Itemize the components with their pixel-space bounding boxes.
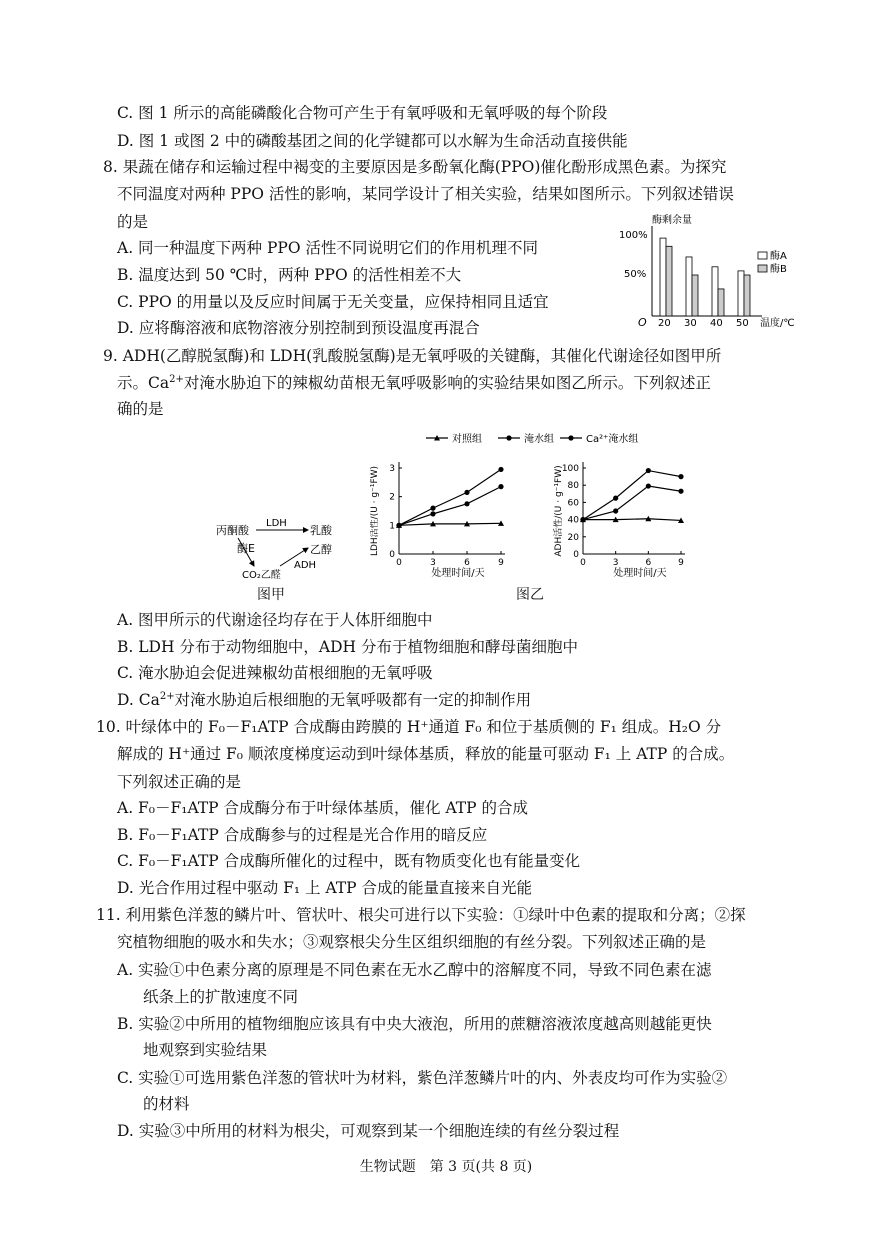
adh-chart-xtick-label: 9 [678,558,684,568]
ldh-chart-series-line-0 [399,523,501,525]
q8-option-b: B. 温度达到 50 ℃时，两种 PPO 的活性相差不大 [117,266,462,284]
adh-chart-xlabel: 处理时间/天 [613,568,667,579]
legend-label-1: 淹水组 [524,434,554,445]
adh-chart-ytick-label: 40 [567,515,579,526]
ethanol-label: 乙醇 [310,543,332,556]
ldh-chart-ytick-label: 2 [389,492,395,503]
adh-chart-ytick-label: 0 [573,550,579,560]
q10-stem-line3: 下列叙述正确的是 [117,773,242,791]
bar-酶B-30 [692,275,698,316]
bar-chart-origin: O [638,316,647,329]
q11-stem-line1: 11. 利用紫色洋葱的鳞片叶、管状叶、根尖可进行以下实验：①绿叶中色素的提取和分离；②探 [96,906,746,924]
q11-option-a-line2: 纸条上的扩散速度不同 [143,988,299,1006]
legend-swatch-enzyme-b [758,265,767,272]
q9-option-d-charge: 2+ [159,691,175,702]
q9-option-a: A. 图甲所示的代谢途径均存在于人体肝细胞中 [117,611,433,629]
ldh-chart-point-circle [498,467,503,472]
ldh-chart-ylabel: LDH活性/(U · g⁻¹FW) [370,465,380,557]
bar-chart-bars [660,238,750,316]
ldh-chart-ytick-label: 1 [389,521,395,532]
ldh-chart-xlabel: 处理时间/天 [431,568,485,579]
ldh-chart-xtick-label: 3 [430,558,436,568]
pyruvate-label: 丙酮酸 [216,524,249,537]
legend-marker-circle [506,435,511,440]
q11-option-c-line2: 的材料 [143,1095,190,1113]
bar-酶B-50 [744,275,750,316]
q8-option-d: D. 应将酶溶液和底物溶液分别控制到预设温度再混合 [117,319,480,337]
enzyme-residual-bar-chart [610,203,810,333]
q9-option-d-text-cont: 对淹水胁迫后根细胞的无氧呼吸都有一定的抑制作用 [174,691,532,709]
legend-label-0: 对照组 [452,434,482,445]
adh-chart-ytick-label: 60 [567,498,579,509]
q11-option-a-line1: A. 实验①中色素分离的原理是不同色素在无水乙醇中的溶解度不同，导致不同色素在滤 [117,961,712,979]
adh-label: ADH [294,560,317,571]
bar-xtick-30: 30 [684,318,697,329]
q8-option-a: A. 同一种温度下两种 PPO 活性不同说明它们的作用机理不同 [117,239,538,257]
adh-chart-series-line-2 [583,486,681,520]
q8-stem-line2: 不同温度对两种 PPO 活性的影响，某同学设计了相关实验，结果如图所示。下列叙述错误 [117,185,734,203]
legend-label-enzyme-a: 酶A [770,251,787,262]
enzyme-activity-line-charts [370,428,710,584]
adh-chart-point-circle [646,468,651,473]
q10-option-c: C. F₀－F₁ATP 合成酶所催化的过程中，既有物质变化也有能量变化 [117,852,581,870]
adh-chart-ytick-label: 20 [567,532,579,543]
q11-option-c-line1: C. 实验①可选用紫色洋葱的管状叶为材料，紫色洋葱鳞片叶的内、外表皮均可作为实验② [117,1069,728,1087]
adh-chart-ylabel: ADH活性/(U · g⁻¹FW) [554,465,564,557]
ldh-activity-chart [370,462,505,579]
q10-option-b: B. F₀－F₁ATP 合成酶参与的过程是光合作用的暗反应 [117,826,488,844]
bar-xtick-40: 40 [710,318,723,329]
adh-chart-series-line-0 [583,519,681,521]
bar-酶B-20 [666,246,672,316]
q10-option-a: A. F₀－F₁ATP 合成酶分布于叶绿体基质，催化 ATP 的合成 [117,799,528,817]
ldh-chart-ytick-label: 3 [389,464,395,474]
q9-option-d-text: D. Ca [117,691,160,709]
adh-chart-series-line-1 [583,471,681,520]
adh-chart-point-circle [613,496,618,501]
q9-option-c: C. 淹水胁迫会促进辣椒幼苗根细胞的无氧呼吸 [117,664,433,682]
adh-chart-ytick-label: 80 [567,481,579,492]
ldh-chart-point-circle [396,523,401,528]
bar-chart-xticks [658,318,749,329]
q8-option-c: C. PPO 的用量以及反应时间属于无关变量，应保持相同且适宜 [117,293,549,311]
metabolic-pathway-diagram [212,508,362,582]
bar-chart-ytick-100: 100% [619,230,648,241]
bar-酶A-20 [660,238,666,316]
q9-stem-line1: 9. ADH(乙醇脱氢酶)和 LDH(乳酸脱氢酶)是无氧呼吸的关键酶，其催化代谢途径如图甲所 [103,347,722,365]
legend-label-enzyme-b: 酶B [770,264,787,275]
q11-option-b-line2: 地观察到实验结果 [143,1041,268,1059]
q9-stem-line3: 确的是 [117,400,164,418]
q9-option-b: B. LDH 分布于动物细胞中，ADH 分布于植物细胞和酵母菌细胞中 [117,638,578,656]
page-footer: 生物试题 第 3 页(共 8 页) [359,1159,533,1175]
bar-酶A-40 [712,267,718,316]
adh-chart-point-circle [646,483,651,488]
q8-stem-line1: 8. 果蔬在储存和运输过程中褐变的主要原因是多酚氧化酶(PPO)催化酚形成黑色素。为探究 [103,158,727,176]
adh-chart-point-circle [580,517,585,522]
adh-chart-point-circle [678,489,683,494]
legend-label-2: Ca²⁺淹水组 [586,434,639,445]
ldh-label: LDH [266,518,287,529]
bar-酶A-30 [686,257,692,316]
ldh-chart-point-circle [430,511,435,516]
bar-chart-ytick-50: 50% [624,269,647,280]
adh-chart-ytick-label: 100 [561,464,579,474]
bar-chart-ylabel: 酶剩余量 [652,215,692,226]
adh-chart-xtick-label: 0 [580,558,586,568]
legend-swatch-enzyme-a [758,252,767,259]
ldh-chart-series-line-1 [399,469,501,525]
q10-option-d: D. 光合作用过程中驱动 F₁ 上 ATP 合成的能量直接来自光能 [117,879,533,897]
adh-chart-xtick-label: 3 [612,558,619,568]
bar-chart-xlabel: 温度/℃ [760,318,795,329]
figure-yi-caption: 图乙 [516,587,544,603]
q8-stem-line3: 的是 [117,213,149,231]
bar-酶B-40 [718,289,724,316]
q9-option-d [117,690,531,713]
ldh-chart-xtick-label: 0 [396,558,402,568]
ldh-chart-ytick-label: 0 [389,550,395,560]
bar-酶A-50 [738,271,744,316]
q9-calcium-charge: 2+ [169,374,184,385]
bar-xtick-50: 50 [736,318,749,329]
q9-stem-line2 [117,373,711,396]
adh-chart-xtick-label: 6 [645,558,652,568]
ldh-chart-point-circle [464,490,469,495]
figure-jia-caption: 图甲 [257,587,285,603]
ldh-chart-point-circle [430,506,435,511]
enzyme-e-label: 酶E [237,542,255,555]
bar-xtick-20: 20 [658,318,671,329]
ldh-chart-point-circle [464,501,469,506]
adh-chart-point-circle [613,508,618,513]
legend-marker-circle [568,435,573,440]
lactate-label: 乳酸 [310,524,332,537]
q9-stem-text-cont: 对淹水胁迫下的辣椒幼苗根无氧呼吸影响的实验结果如图乙所示。下列叙述正 [183,374,711,392]
q10-stem-line2: 解成的 H⁺通过 F₀ 顺浓度梯度运动到叶绿体基质，释放的能量可驱动 F₁ 上 ATP 的合成。 [117,745,735,763]
q10-stem-line1: 10. 叶绿体中的 F₀－F₁ATP 合成酶由跨膜的 H⁺通道 F₀ 和位于基质侧的 F₁ 组成。H₂O 分 [96,718,722,736]
ldh-chart-xtick-label: 6 [464,558,470,568]
q11-stem-line2: 究植物细胞的吸水和失水；③观察根尖分生区组织细胞的有丝分裂。下列叙述正确的是 [117,933,707,951]
q7-option-c: C. 图 1 所示的高能磷酸化合物可产生于有氧呼吸和无氧呼吸的每个阶段 [117,104,608,122]
q11-option-d: D. 实验③中所用的材料为根尖，可观察到某一个细胞连续的有丝分裂过程 [117,1122,620,1140]
q9-stem-text: 示。Ca [117,374,170,392]
adh-activity-chart [552,462,685,579]
q11-option-b-line1: B. 实验②中所用的植物细胞应该具有中央大液泡，所用的蔗糖溶液浓度越高则越能更快 [117,1015,712,1033]
adh-chart-point-circle [678,474,683,479]
line-chart-legend [426,432,638,445]
ldh-chart-series-line-2 [399,487,501,526]
q7-option-d: D. 图 1 或图 2 中的磷酸基团之间的化学键都可以水解为生命活动直接供能 [117,132,628,150]
ldh-chart-xtick-label: 9 [498,558,504,568]
ldh-chart-point-circle [498,484,503,489]
co2-acetaldehyde-label: CO₂乙醛 [242,570,281,581]
